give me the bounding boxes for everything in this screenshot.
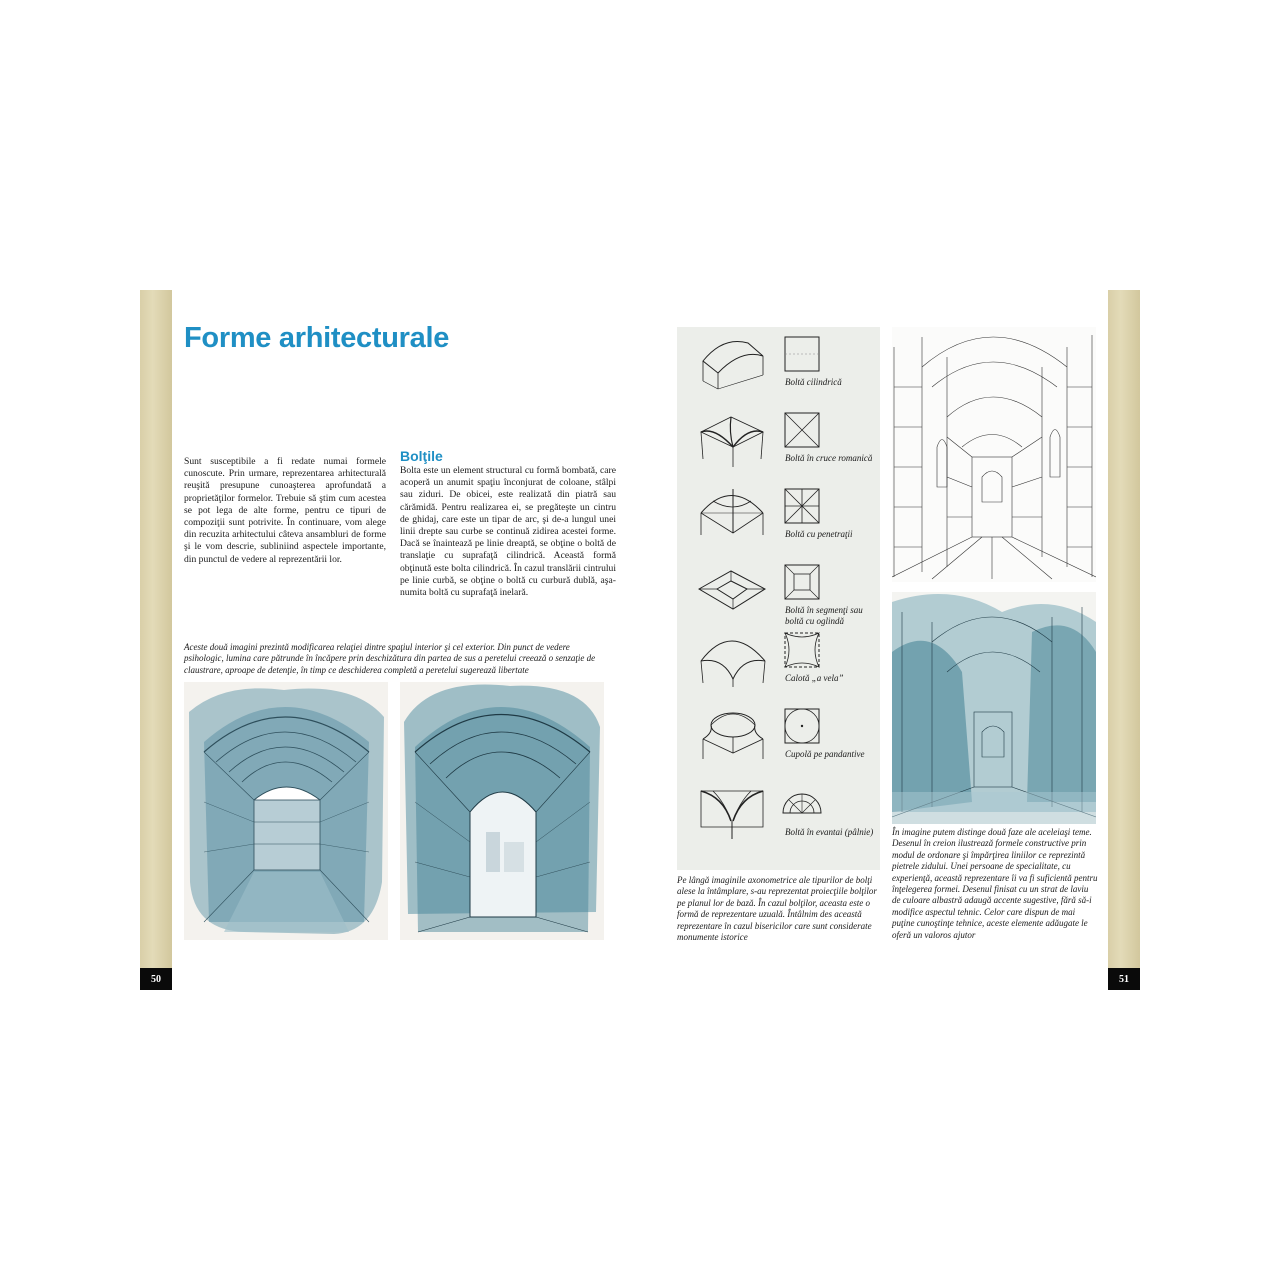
interior-drawings-caption: În imagine putem distinge două faze ale aceleiaşi teme. Desenul în creion ilustrează formele constructive prin modul de ordonare şi împărţirea liniilor ce reprezintă pietrele zidului. Unei persoane de specialitate, cu experienţă, această reprezentare îi va fi suficientă pentru înţelegerea formei. Desenul finisat cu un strat de laviu de culoare albastră adaugă accente sugestive, fără să-i modifice aspectul tehnic. Celor care dispun de mai puţine cunoştinţe tehnice, aceste elemente adăugate le oferă un valoros ajutor <box>892 827 1098 940</box>
vaults-paragraph: Bolta este un element structural cu formă bombată, care acoperă un anumit spaţiu înconjurat de coloane, stâlpi sau ziduri. De obicei, este realizată din piatră sau cărămidă. Pentru realizarea ei, se pregăteşte un cintru de ghidaj, care este un tipar de arc, şi de-a lungul unei linii drepte sau curbe se continuă zidirea acestei forme. Dacă se înaintează pe linie dreaptă, se obţine o boltă de translaţie cu suprafaţă cilindrică. Această formă obţinută este bolta cilindrică. În cazul translării cintrului pe linie curbă, se obţine o boltă cu curbură dublă, aşa-numita boltă cu suprafaţă inelară. <box>400 465 616 599</box>
arch-open-illustration <box>400 682 604 940</box>
right-page <box>640 290 1140 990</box>
fan-vault-icon <box>693 781 771 843</box>
vault-label: Boltă în segmenţi sau boltă cu oglindă <box>785 605 863 626</box>
vault-type-barrel <box>677 331 880 406</box>
page-title: Forme arhitecturale <box>184 322 450 354</box>
page-number: 50 <box>140 968 172 990</box>
left-page <box>140 290 640 990</box>
mirror-vault-plan-icon <box>781 561 823 603</box>
barrel-vault-icon <box>693 331 771 393</box>
left-page-edge-strip <box>140 290 172 990</box>
vault-label: Cupolă pe pandantive <box>785 749 865 759</box>
pendentive-dome-plan-icon <box>781 705 823 747</box>
mirror-vault-icon <box>693 559 771 621</box>
watercolor-arch-open-image <box>400 682 604 940</box>
vault-label: Boltă cu penetraţii <box>785 529 853 539</box>
pencil-interior-drawing <box>892 327 1096 582</box>
arch-closed-illustration <box>184 682 388 940</box>
watercolor-arch-closed-image <box>184 682 388 940</box>
groin-vault-icon <box>693 407 771 469</box>
arches-caption: Aceste două imagini prezintă modificarea relaţiei dintre spaţiul interior şi cel exterior. Din punct de vedere psihologic, lumina care pătrunde în încăpere prin deschizătura din partea de sus a peretelui creează o senzaţie de claustrare, aproape de detenţie, în timp ce deschiderea completă a peretelui sugerează libertate <box>184 642 596 675</box>
vault-label: Boltă cilindrică <box>785 377 842 387</box>
vault-types-panel <box>677 327 880 870</box>
section-heading-vaults: Bolţile <box>400 448 443 464</box>
vault-label: Boltă în cruce romanică <box>785 453 873 463</box>
watercolor-interior-illustration <box>892 592 1096 824</box>
intro-paragraph: Sunt susceptibile a fi redate numai formele cunoscute. Prin urmare, reprezentarea arhitecturală reuşită presupune cunoaşterea aprofundată a proprietăţilor formelor. Trebuie să ştim cum acestea se pot lega de alte forme, pentru ce tipuri de compoziţii sunt potrivite. În continuare, vom alege din recuzita arhitectului câteva ansambluri de forme şi le vom descrie, subliniind aspectele importante, din punctul de vedere al reprezentării lor. <box>184 456 386 565</box>
penetration-vault-plan-icon <box>781 485 823 527</box>
groin-vault-plan-icon <box>781 409 823 451</box>
pencil-interior-illustration <box>892 327 1096 582</box>
watercolor-interior-painting <box>892 592 1096 824</box>
fan-vault-plan-icon <box>781 783 823 825</box>
vault-type-penetration <box>677 483 880 558</box>
vault-type-pendentive <box>677 703 880 778</box>
vault-type-fan <box>677 781 880 856</box>
vault-label: Calotă „a vela” <box>785 673 844 683</box>
pendentive-dome-icon <box>693 703 771 765</box>
barrel-vault-plan-icon <box>781 333 823 375</box>
sail-vault-icon <box>693 627 771 689</box>
vault-type-sail <box>677 627 880 702</box>
vault-type-groin <box>677 407 880 482</box>
vault-type-mirror <box>677 559 880 634</box>
sail-vault-plan-icon <box>781 629 823 671</box>
penetration-vault-icon <box>693 483 771 545</box>
page-number: 51 <box>1108 968 1140 990</box>
right-page-edge-strip <box>1108 290 1140 990</box>
vault-label: Boltă în evantai (pâlnie) <box>785 827 874 837</box>
vault-types-caption: Pe lângă imaginile axonometrice ale tipurilor de bolţi alese la întâmplare, s-au reprezentat proiecţiile bolţilor pe planul lor de bază. În cazul bolţilor, aceasta este o formă de reprezentare uzuală. Întâlnim des această reprezentare în cazul bisericilor care sunt considerate monumente istorice <box>677 875 877 943</box>
